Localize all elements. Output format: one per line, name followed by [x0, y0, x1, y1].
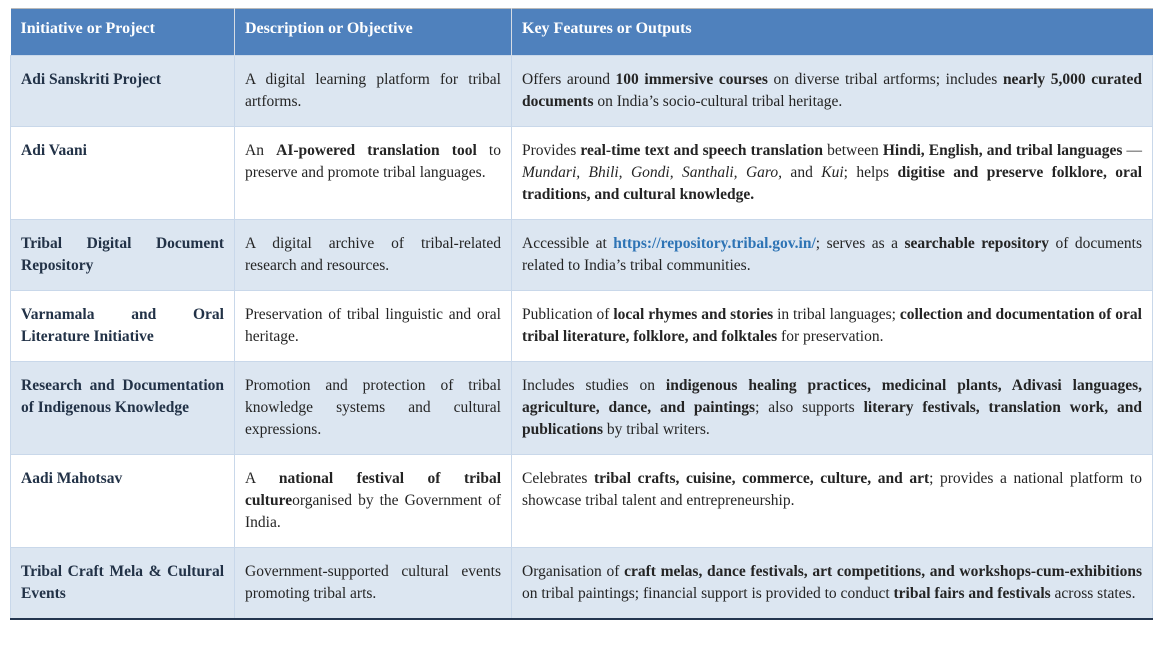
bold-text: Adi Sanskriti Project	[21, 71, 162, 88]
text: Publication of	[522, 306, 614, 323]
text: for preservation.	[777, 328, 884, 345]
text: Provides	[522, 142, 581, 159]
bold-text: Tribal Craft Mela & Cultural Events	[21, 563, 224, 602]
text: ; also supports	[755, 399, 864, 416]
bold-text: real-time text and speech translation	[580, 142, 823, 159]
text: An	[245, 142, 277, 159]
text: ; serves as a	[815, 235, 905, 252]
bold-text: indigenous healing practices, medicinal plants, Adivasi languages, agriculture, dance, and paintings	[522, 377, 1142, 416]
text: Preservation of tribal linguistic and oral heritage.	[245, 306, 501, 345]
column-header-key-features: Key Features or Outputs	[512, 9, 1153, 56]
cell-initiative	[11, 362, 235, 455]
cell-key-features	[512, 127, 1153, 220]
cell-key-features	[512, 362, 1153, 455]
text: between	[822, 142, 883, 159]
bold-text: Research and Documentation of Indigenous Knowledge	[21, 377, 224, 416]
text: Organisation of	[522, 563, 625, 580]
bold-text: tribal crafts, cuisine, commerce, culture, and art	[594, 470, 930, 487]
text: Includes studies on	[522, 377, 666, 394]
cell-initiative	[11, 548, 235, 620]
bold-text: craft melas, dance festivals, art competitions, and workshops-cum-exhibitions	[624, 563, 1143, 580]
bold-text: Varnamala and Oral Literature Initiative	[21, 306, 224, 345]
italic-text: Kui	[821, 164, 844, 181]
bold-text: national festival of tribal culture	[245, 470, 501, 509]
cell-description	[235, 220, 512, 291]
cell-key-features	[512, 220, 1153, 291]
bold-text: literary festivals, translation work, and publications	[522, 399, 1142, 438]
bold-text: 100 immersive courses	[615, 71, 768, 88]
bold-text: local rhymes and stories	[613, 306, 774, 323]
text: on diverse tribal artforms; includes	[767, 71, 1003, 88]
cell-initiative	[11, 56, 235, 127]
text: by tribal writers.	[602, 421, 710, 438]
italic-text: Mundari, Bhili, Gondi, Santhali, Garo,	[522, 164, 783, 181]
text: to preserve and promote tribal languages.	[245, 142, 501, 181]
cell-initiative	[11, 220, 235, 291]
bold-text: Adi Vaani	[21, 142, 87, 159]
cell-description	[235, 362, 512, 455]
column-header-initiative: Initiative or Project	[11, 9, 235, 56]
table-header	[11, 9, 1153, 56]
text: of documents related to India’s tribal communities.	[522, 235, 1142, 274]
cell-key-features	[512, 455, 1153, 548]
cell-description	[235, 56, 512, 127]
header-row	[11, 9, 1153, 56]
cell-initiative	[11, 127, 235, 220]
cell-initiative	[11, 455, 235, 548]
text: organised by the Government of India.	[245, 492, 501, 531]
text: Offers around	[522, 71, 616, 88]
bold-text: Tribal Digital Document Repository	[21, 235, 224, 274]
table-row	[11, 291, 1153, 362]
text: on India’s socio-cultural tribal heritage.	[593, 93, 843, 110]
text: on tribal paintings; financial support is provided to conduct	[522, 585, 894, 602]
table-row	[11, 548, 1153, 620]
text: —	[1122, 142, 1143, 159]
cell-description	[235, 291, 512, 362]
text: ; provides a national platform to showcase tribal talent and entrepreneurship.	[522, 470, 1142, 509]
bold-text: collection and documentation of oral tribal literature, folklore, and folktales	[522, 306, 1142, 345]
text: Promotion and protection of tribal knowledge systems and cultural expressions.	[245, 377, 501, 438]
initiatives-table	[10, 8, 1153, 620]
bold-text: Aadi Mahotsav	[21, 470, 123, 487]
table-row	[11, 362, 1153, 455]
text: in tribal languages;	[773, 306, 900, 323]
table-body	[11, 56, 1153, 620]
bold-text: digitise and preserve folklore, oral traditions, and cultural knowledge.	[522, 164, 1142, 203]
text: A digital archive of tribal-related research and resources.	[245, 235, 501, 274]
bold-text: tribal fairs and festivals	[893, 585, 1051, 602]
text: A	[245, 470, 279, 487]
cell-description	[235, 548, 512, 620]
table-row	[11, 455, 1153, 548]
bold-text: searchable repository	[904, 235, 1049, 252]
text: across states.	[1050, 585, 1136, 602]
cell-key-features	[512, 56, 1153, 127]
text: A digital learning platform for tribal artforms.	[245, 71, 501, 110]
table-row	[11, 127, 1153, 220]
cell-initiative	[11, 291, 235, 362]
repository-link[interactable]: https://repository.tribal.gov.in/	[613, 235, 816, 252]
text: and	[782, 164, 822, 181]
text: Accessible at	[522, 235, 614, 252]
cell-key-features	[512, 548, 1153, 620]
bold-text: Hindi, English, and tribal languages	[882, 142, 1123, 159]
table-row	[11, 56, 1153, 127]
column-header-description: Description or Objective	[235, 9, 512, 56]
table-row	[11, 220, 1153, 291]
text: Celebrates	[522, 470, 595, 487]
text: Government-supported cultural events promoting tribal arts.	[245, 563, 501, 602]
text: ; helps	[843, 164, 898, 181]
cell-key-features	[512, 291, 1153, 362]
bold-text: nearly 5,000 curated documents	[522, 71, 1142, 110]
bold-text: AI-powered translation tool	[276, 142, 477, 159]
cell-description	[235, 455, 512, 548]
cell-description	[235, 127, 512, 220]
